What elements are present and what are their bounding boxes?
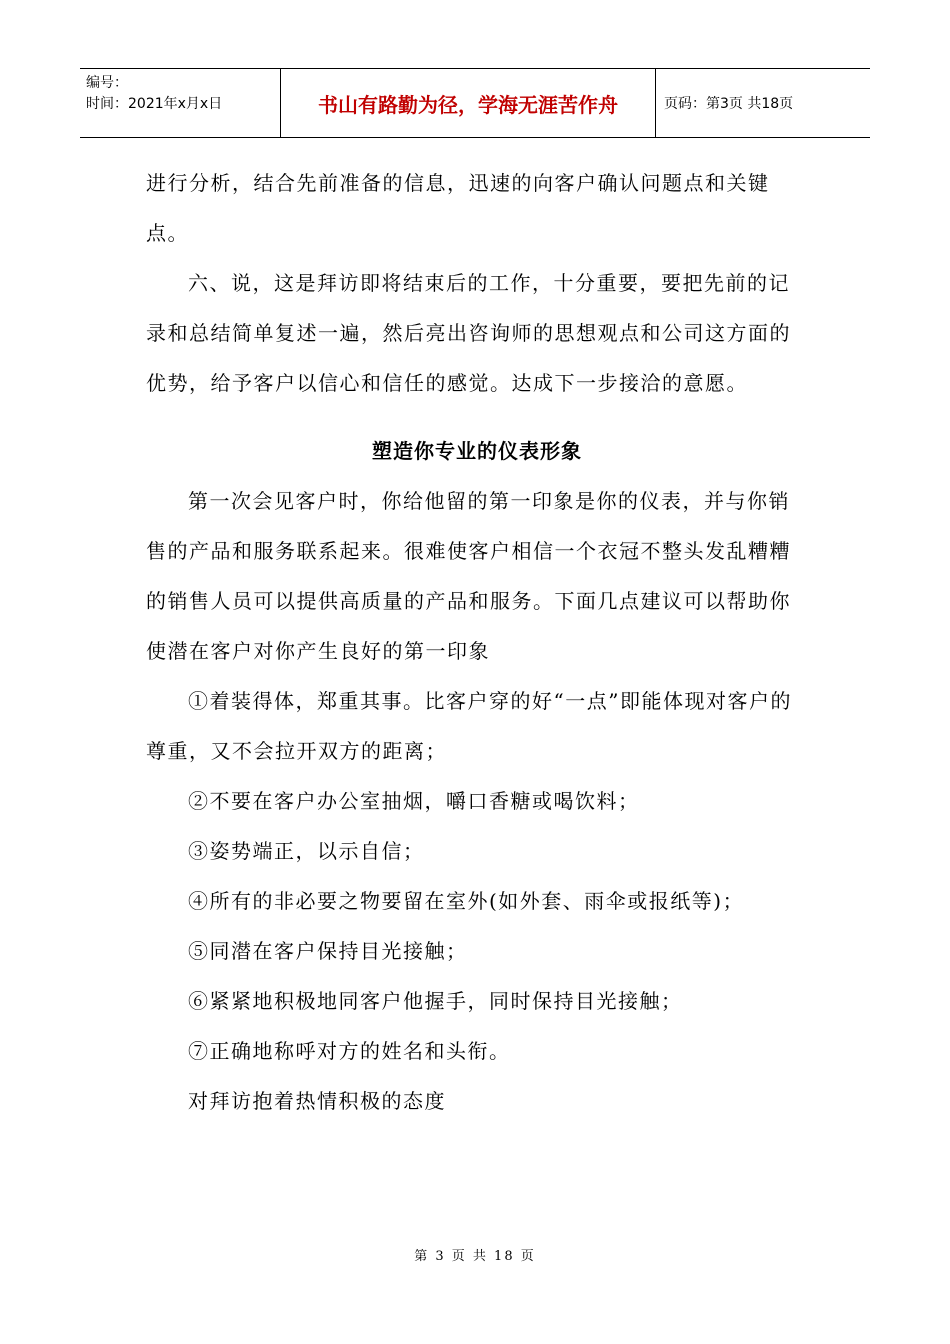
tip-5: ⑤同潜在客户保持目光接触；: [188, 939, 468, 963]
header-meta: [80, 69, 280, 137]
tip-6: ⑥紧紧地积极地同客户他握手，同时保持目光接触；: [188, 989, 683, 1013]
tip-1: ①着装得体，郑重其事。比客户穿的好“一点”即能体现对客户的尊重，又不会拉开双方的距离；: [146, 689, 792, 763]
tip-7: ⑦正确地称呼对方的姓名和头衔。: [188, 1039, 511, 1063]
continued-paragraph: 进行分析，结合先前准备的信息，迅速的向客户确认问题点和关键点。: [146, 171, 770, 245]
closing-line: 对拜访抱着热情积极的态度: [188, 1089, 446, 1113]
page-header: [80, 68, 870, 138]
header-page-info: 页码：第3页 共18页: [664, 96, 794, 112]
document-body: [146, 158, 808, 1126]
intro-paragraph: 第一次会见客户时，你给他留的第一印象是你的仪表，并与你销售的产品和服务联系起来。很难使客户相信一个衣冠不整头发乱糟糟的销售人员可以提供高质量的产品和服务。下面几点建议可以帮助你使潜在客户对你产生良好的第一印象: [146, 489, 791, 663]
tip-3: ③姿势端正，以示自信；: [188, 839, 425, 863]
header-motto: 书山有路勤为径，学海无涯苦作舟: [280, 69, 656, 137]
tip-2: ②不要在客户办公室抽烟，嚼口香糖或喝饮料；: [188, 789, 640, 813]
document-number-label: 编号：: [86, 75, 128, 91]
tip-4: ④所有的非必要之物要留在室外(如外套、雨伞或报纸等)；: [188, 889, 745, 913]
paragraph-six: 六、说，这是拜访即将结束后的工作，十分重要，要把先前的记录和总结简单复述一遍，然后亮出咨询师的思想观点和公司这方面的优势，给予客户以信心和信任的感觉。达成下一步接洽的意愿。: [146, 271, 791, 395]
page-footer: 第 3 页 共 18 页: [414, 1249, 536, 1264]
section-title: 塑造你专业的仪表形象: [372, 439, 582, 463]
document-date: 时间：2021年x月x日: [86, 96, 223, 112]
